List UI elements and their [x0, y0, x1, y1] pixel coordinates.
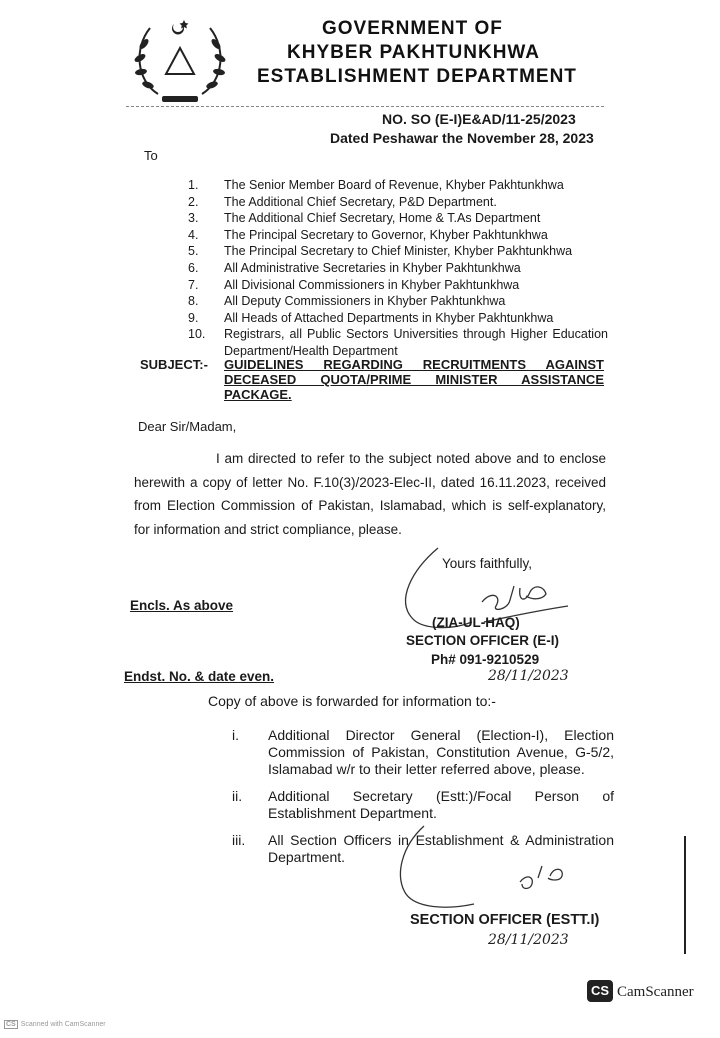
list-item-text: All Administrative Secretaries in Khyber Pakhtunkhwa [224, 260, 521, 275]
signatory-2-designation: SECTION OFFICER (ESTT.I) [410, 912, 600, 928]
list-item-number: 7. [188, 277, 199, 292]
signature-2 [390, 820, 580, 920]
list-item-number: 5. [188, 244, 199, 259]
list-item [232, 727, 614, 778]
signatory-1-designation: SECTION OFFICER (E-I) [406, 633, 559, 648]
subject-line-3: PACKAGE. [224, 387, 292, 402]
salutation: Dear Sir/Madam, [138, 419, 237, 434]
list-item-text: The Additional Chief Secretary, P&D Department. [224, 194, 497, 209]
header-divider [126, 106, 604, 107]
to-label: To [144, 148, 158, 163]
header-province: KHYBER PAKHTUNKHWA [287, 42, 541, 63]
signatory-1-name: (ZIA-UL-HAQ) [432, 615, 520, 630]
list-item-text: All Divisional Commissioners in Khyber Pakhtunkhwa [224, 277, 520, 292]
list-item-text: All Deputy Commissioners in Khyber Pakhtunkhwa [224, 294, 506, 309]
subject-text [224, 357, 604, 402]
list-item-text: Registrars, all Public Sectors Universities through Higher Education Department/Health Department [224, 327, 608, 358]
list-item-number: 1. [188, 178, 199, 192]
camscanner-logo-icon: CS [587, 980, 613, 1002]
list-item [232, 788, 614, 822]
camscanner-name: CamScanner [617, 984, 694, 1000]
list-item [188, 177, 608, 194]
government-seal-emblem [128, 14, 232, 108]
subject-line-2: DECEASED QUOTA/PRIME MINISTER ASSISTANCE [224, 372, 604, 387]
letter-number: NO. SO (E-I)E&AD/11-25/2023 [382, 111, 576, 127]
list-item-number: 10. [188, 327, 206, 342]
signatory-2-date: 28/11/2023 [488, 932, 569, 948]
list-item-text: All Section Officers in Establishment & Administration Department. [268, 832, 614, 865]
list-item [188, 293, 608, 310]
list-item-text: Additional Director General (Election-I), Election Commission of Pakistan, Constitution Avenue, G-5/2, Islamabad w/r to their letter referred above, please. [268, 727, 614, 777]
list-item-number: 8. [188, 294, 199, 309]
encls-label: Encls. As above [130, 598, 234, 613]
list-item-text: Additional Secretary (Estt:)/Focal Person of Establishment Department. [268, 788, 614, 821]
endorsement-label: Endst. No. & date even. [124, 669, 275, 684]
list-item [188, 210, 608, 227]
list-item-number: 6. [188, 260, 199, 275]
list-item [188, 194, 608, 211]
subject-line-1: GUIDELINES REGARDING RECRUITMENTS AGAINST [224, 357, 604, 372]
list-item-text: The Principal Secretary to Governor, Khyber Pakhtunkhwa [224, 227, 548, 242]
list-item [188, 277, 608, 294]
list-item [188, 326, 608, 359]
closing: Yours faithfully, [442, 556, 533, 571]
list-item-text: The Senior Member Board of Revenue, Khyber Pakhtunkhwa [224, 178, 564, 192]
signatory-1-date: 28/11/2023 [488, 668, 569, 684]
list-item-text: All Heads of Attached Departments in Khyber Pakhtunkhwa [224, 310, 554, 325]
list-item-number: 2. [188, 194, 199, 209]
subject-label: SUBJECT:- [140, 357, 208, 372]
list-item-text: The Principal Secretary to Chief Minister, Khyber Pakhtunkhwa [224, 244, 573, 259]
list-item [188, 260, 608, 277]
margin-line [684, 836, 686, 954]
signatory-1-phone: Ph# 091-9210529 [431, 652, 540, 667]
list-item [188, 227, 608, 244]
list-item-number: 3. [188, 211, 199, 226]
list-item [188, 243, 608, 260]
header-government: GOVERNMENT OF [322, 18, 503, 39]
list-item [188, 310, 608, 327]
letter-body-text: I am directed to refer to the subject noted above and to enclose herewith a copy of letter No. F.10(3)/2023-Elec-II, dated 16.11.2023, received from Election Commission of Pakistan, Islamabad, which is self-explanatory, for information and strict compliance, please. [134, 451, 606, 537]
scanned-with-text: Scanned with CamScanner [20, 1021, 106, 1028]
scanned-with-footer [4, 1020, 106, 1029]
list-item-text: The Additional Chief Secretary, Home & T.As Department [224, 211, 541, 226]
camscanner-small-icon: CS [6, 1021, 16, 1028]
copy-intro: Copy of above is forwarded for information to:- [208, 693, 496, 709]
list-item-number: 4. [188, 227, 199, 242]
list-item-number: ii. [232, 788, 243, 804]
list-item-number: iii. [232, 832, 246, 848]
recipient-list [188, 177, 608, 360]
letter-body [134, 447, 606, 541]
header-department: ESTABLISHMENT DEPARTMENT [257, 66, 577, 87]
list-item-number: 9. [188, 310, 199, 325]
letter-date: Dated Peshawar the November 28, 2023 [330, 130, 594, 146]
list-item-number: i. [232, 727, 239, 743]
